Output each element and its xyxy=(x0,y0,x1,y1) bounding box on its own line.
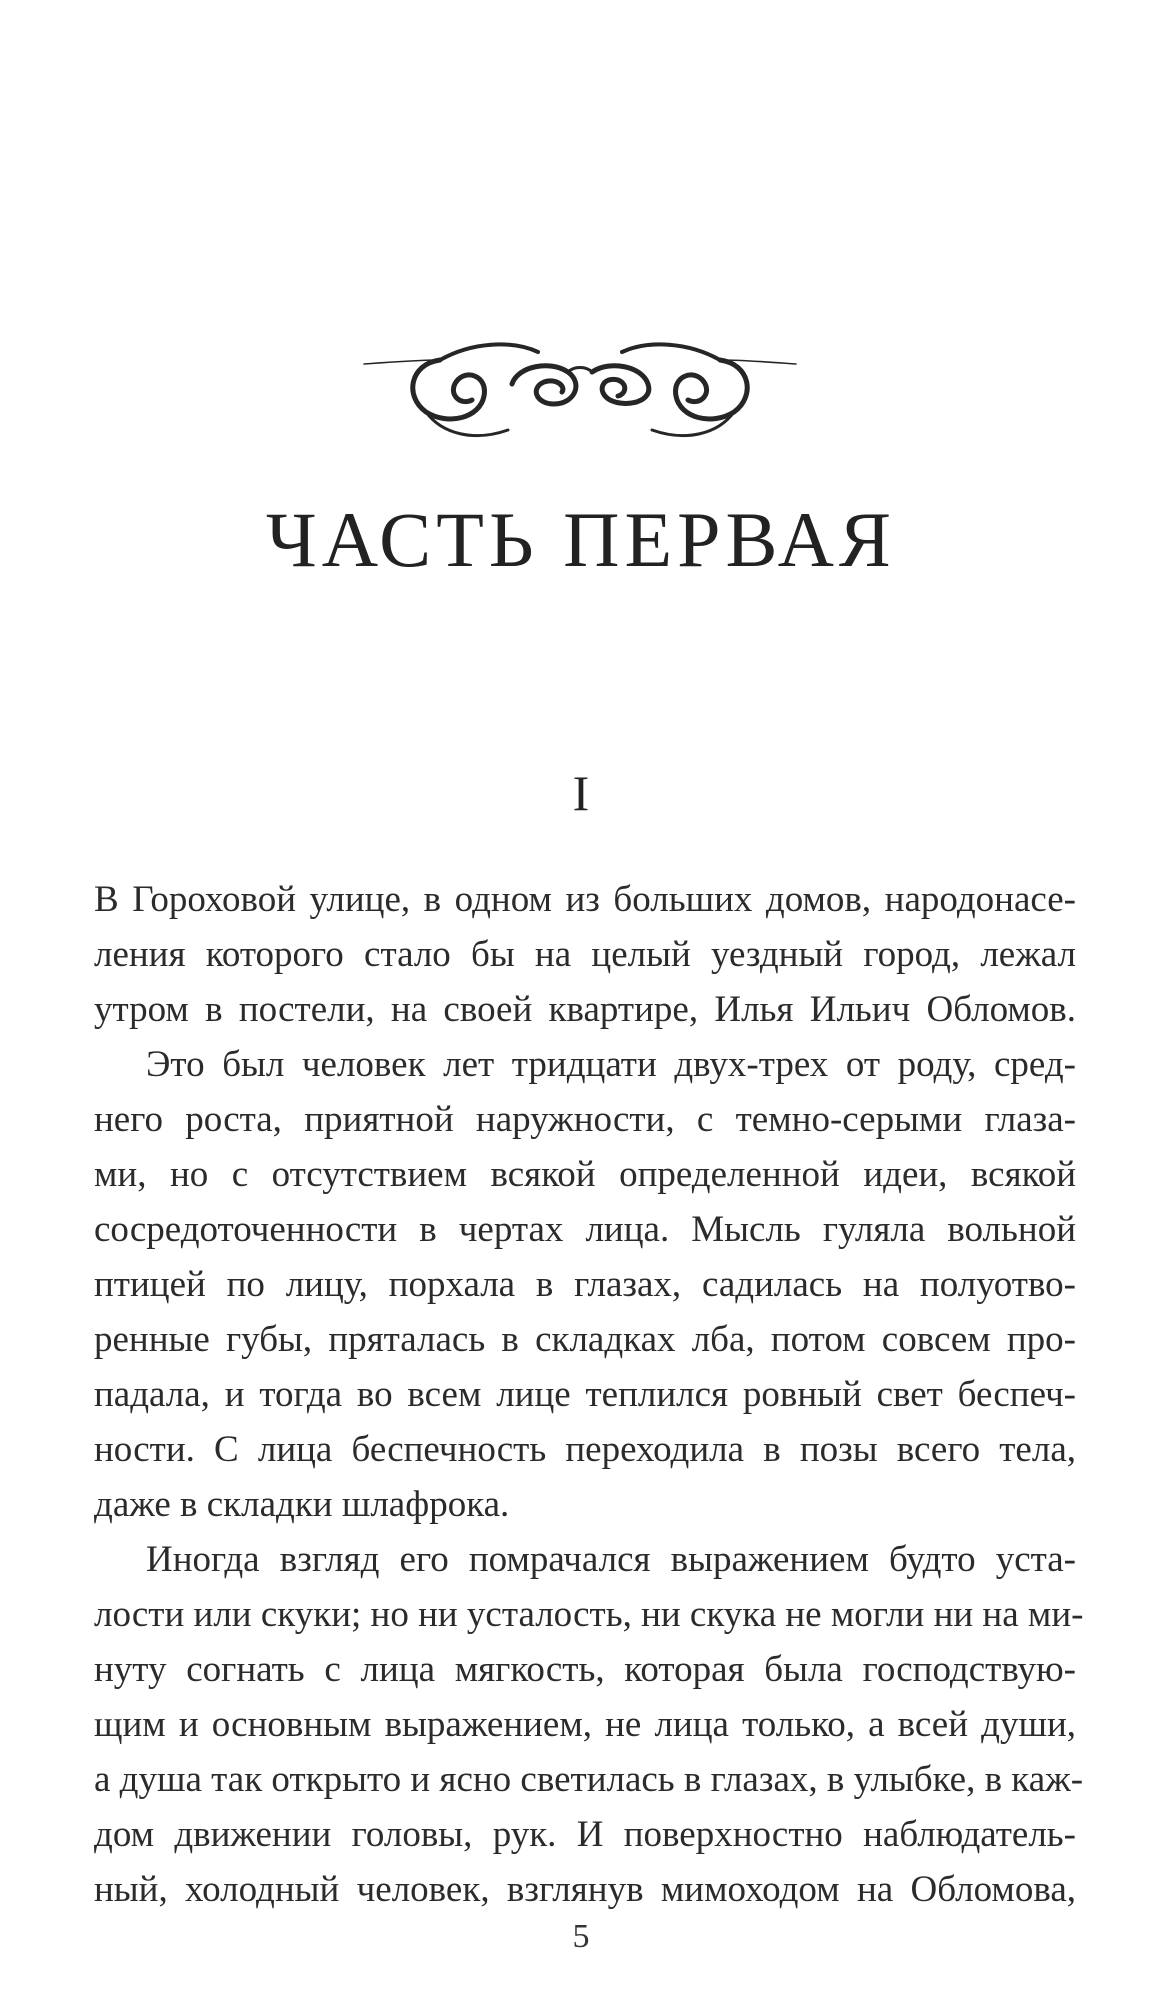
text-line: нуту согнать с лица мягкость, которая была господствую- xyxy=(94,1649,1076,1690)
text-line: ный, холодный человек, взглянув мимоходом на Обломова, xyxy=(94,1869,1076,1910)
part-title: ЧАСТЬ ПЕРВАЯ xyxy=(266,496,896,583)
page-number: 5 xyxy=(572,1918,590,1955)
text-line: Это был человек лет тридцати двух-трех от роду, сред- xyxy=(146,1044,1076,1085)
text-line: ми, но с отсутствием всякой определенной идеи, всякой xyxy=(94,1154,1076,1195)
text-line: утром в постели, на своей квартире, Илья Ильич Обломов. xyxy=(94,989,1076,1030)
text-line: ности. С лица беспечность переходила в позы всего тела, xyxy=(94,1429,1076,1470)
chapter-number: I xyxy=(572,765,590,821)
text-line: ления которого стало бы на целый уездный город, лежал xyxy=(94,934,1076,975)
text-line: дом движении головы, рук. И поверхностно наблюдатель- xyxy=(94,1814,1076,1855)
text-line: него роста, приятной наружности, с темно-серыми глаза- xyxy=(94,1099,1076,1140)
body-text xyxy=(94,872,1084,1917)
text-line: птицей по лицу, порхала в глазах, садилась на полуотво- xyxy=(94,1264,1076,1305)
text-line: ренные губы, пряталась в складках лба, потом совсем про- xyxy=(94,1319,1076,1360)
flourish-ornament-icon xyxy=(362,326,798,448)
text-line: а душа так открыто и ясно светилась в глазах, в улыбке, в каж- xyxy=(94,1759,1084,1800)
text-line: лости или скуки; но ни усталость, ни скука не могли ни на ми- xyxy=(94,1594,1084,1635)
text-line: падала, и тогда во всем лице теплился ровный свет беспеч- xyxy=(94,1374,1076,1415)
text-line: В Гороховой улице, в одном из больших домов, народонасе- xyxy=(94,879,1076,920)
text-line: щим и основным выражением, не лица только, а всей души, xyxy=(94,1704,1076,1745)
text-line: Иногда взгляд его помрачался выражением будто уста- xyxy=(146,1539,1076,1580)
text-line: сосредоточенности в чертах лица. Мысль гуляла вольной xyxy=(94,1209,1076,1250)
text-line: даже в складки шлафрока. xyxy=(94,1484,510,1525)
